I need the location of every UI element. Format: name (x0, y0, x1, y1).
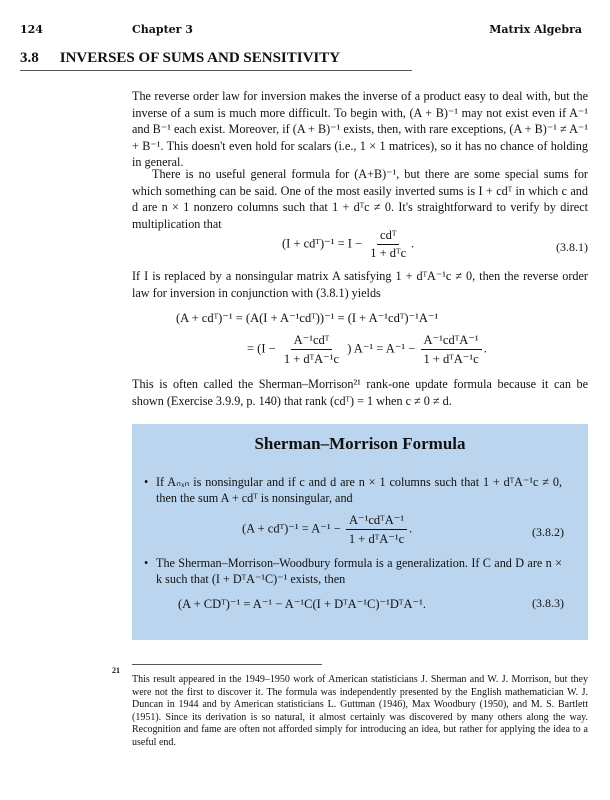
eq382-fraction (346, 512, 407, 547)
equation-3-8-1: (I + cdᵀ)⁻¹ = I − $\frac{\text{cdᵀ}}{\text{1 + dᵀc}}$ . (282, 228, 415, 260)
equation-tag-3-8-3: (3.8.3) (532, 596, 564, 610)
section-number: 3.8 (20, 50, 39, 66)
section-heading (20, 50, 582, 67)
deriv2-fraction-2 (420, 332, 481, 367)
equation-tag-3-8-2: (3.8.2) (532, 525, 564, 539)
footnote-mark: 21 (112, 666, 120, 675)
deriv2-numerator-1: A⁻¹cdᵀ (291, 332, 333, 350)
running-header (20, 20, 582, 38)
equation-3-8-2: (A + cdᵀ)⁻¹ = A⁻¹ − $\frac{\text{A⁻¹cdᵀA⁻¹}}{\text{1 + dᵀA⁻¹c}}$ . (242, 513, 413, 546)
paragraph-1: The reverse order law for inversion makes the inverse of a product easy to deal with, but the inverse of a sum is much more difficult. To begin with, (A + B)⁻¹ may not exist even if A⁻¹ and B⁻¹ each exist. Moreover, if (A + B)⁻¹ exists, then, with rare exceptions, (A + B)⁻¹ ≠ A⁻¹ + B⁻¹. This doesn't even hold for scalars (i.e., 1 × 1 matrices), so it has no chance of holding in general. (132, 89, 588, 169)
footnote-rule (132, 664, 322, 665)
deriv2-denominator-2: 1 + dᵀA⁻¹c (423, 352, 479, 366)
page-number: 124 (20, 23, 43, 36)
eq382-denominator: 1 + dᵀA⁻¹c (348, 532, 405, 546)
chapter-title: Matrix Algebra (489, 23, 582, 36)
paragraph-4: This is often called the Sherman–Morrison²¹ rank-one update formula because it can be shown (Exercise 3.9.9, p. 140) that rank (cdᵀ) = 1 when c ≠ 0 ≠ d. (132, 377, 588, 408)
derivation-line-2: = (I − $\frac{\text{A⁻¹cdᵀ}}{\text{1 + dᵀA⁻¹c}}$ ) A⁻¹ = A⁻¹ − $\frac{\text{A⁻¹cdᵀA⁻¹}}{\text{1 + dᵀA⁻¹c}}$ . (247, 333, 487, 366)
bullet-2 (144, 555, 562, 587)
eq382-lhs: (A + cdᵀ)⁻¹ = A⁻¹ − (242, 521, 341, 536)
bullet-1-text: If Aₙₓₙ is nonsingular and if c and d are n × 1 columns such that 1 + dᵀA⁻¹c ≠ 0, then the sum A + cdᵀ is nonsingular, and (156, 475, 562, 505)
deriv2-prefix: = (I − (247, 341, 276, 356)
theorem-box (132, 424, 588, 640)
derivation-line-1: (A + cdᵀ)⁻¹ = (A(I + A⁻¹cdᵀ))⁻¹ = (I + A⁻¹cdᵀ)⁻¹A⁻¹ (176, 311, 439, 325)
section-rule (20, 70, 412, 71)
deriv2-middle: ) A⁻¹ = A⁻¹ − (347, 341, 416, 356)
deriv2-denominator-1: 1 + dᵀA⁻¹c (283, 352, 340, 366)
theorem-title: Sherman–Morrison Formula (254, 434, 466, 453)
eq381-numerator: cdᵀ (377, 228, 399, 245)
bullet-2-text: The Sherman–Morrison–Woodbury formula is a generalization. If C and D are n × k such that (I + DᵀA⁻¹C)⁻¹ exists, then (156, 556, 562, 586)
bullet-dot: • (144, 475, 149, 489)
deriv2-numerator-2: A⁻¹cdᵀA⁻¹ (421, 332, 482, 350)
section-title: INVERSES OF SUMS AND SENSITIVITY (59, 50, 341, 66)
deriv2-fraction-1 (281, 332, 342, 367)
bullet-dot: • (144, 556, 149, 570)
paragraph-2: There is no useful general formula for (A+B)⁻¹, but there are some special sums for which something can be said. One of the most easily inverted sums is I + cdᵀ in which c and d are n × 1 nonzero columns such that 1 + dᵀc ≠ 0. It's straightforward to verify by direct multiplication that (132, 167, 588, 231)
equation-3-8-3: (A + CDᵀ)⁻¹ = A⁻¹ − A⁻¹C(I + DᵀA⁻¹C)⁻¹DᵀA⁻¹. (178, 597, 426, 611)
eq381-fraction (367, 228, 409, 261)
paragraph-3: If I is replaced by a nonsingular matrix A satisfying 1 + dᵀA⁻¹c ≠ 0, then the reverse order law for inversion in conjunction with (3.8.1) yields (132, 269, 588, 300)
footnote-text: This result appeared in the 1949–1950 work of American statisticians J. Sherman and W. J. Morrison, but they were not the first to discover it. The formula was independently presented by the English mathematician W. J. Duncan in 1944 and by American statisticians L. Guttman (1946), Max Woodbury (1950), and M. S. Bartlett (1951). Since its derivation is so natural, it almost certainly was discovered by many others along the way. Recognition and fame are often not afforded simply for introducing an idea, but rather for applying the idea to a useful end. (132, 674, 588, 748)
eq382-numerator: A⁻¹cdᵀA⁻¹ (346, 512, 407, 530)
eq381-lhs: (I + cdᵀ)⁻¹ = I − (282, 236, 363, 251)
bullet-1 (144, 474, 562, 506)
chapter-label: Chapter 3 (132, 23, 193, 36)
equation-tag-3-8-1: (3.8.1) (556, 240, 588, 254)
eq381-denominator: 1 + dᵀc (370, 246, 407, 260)
